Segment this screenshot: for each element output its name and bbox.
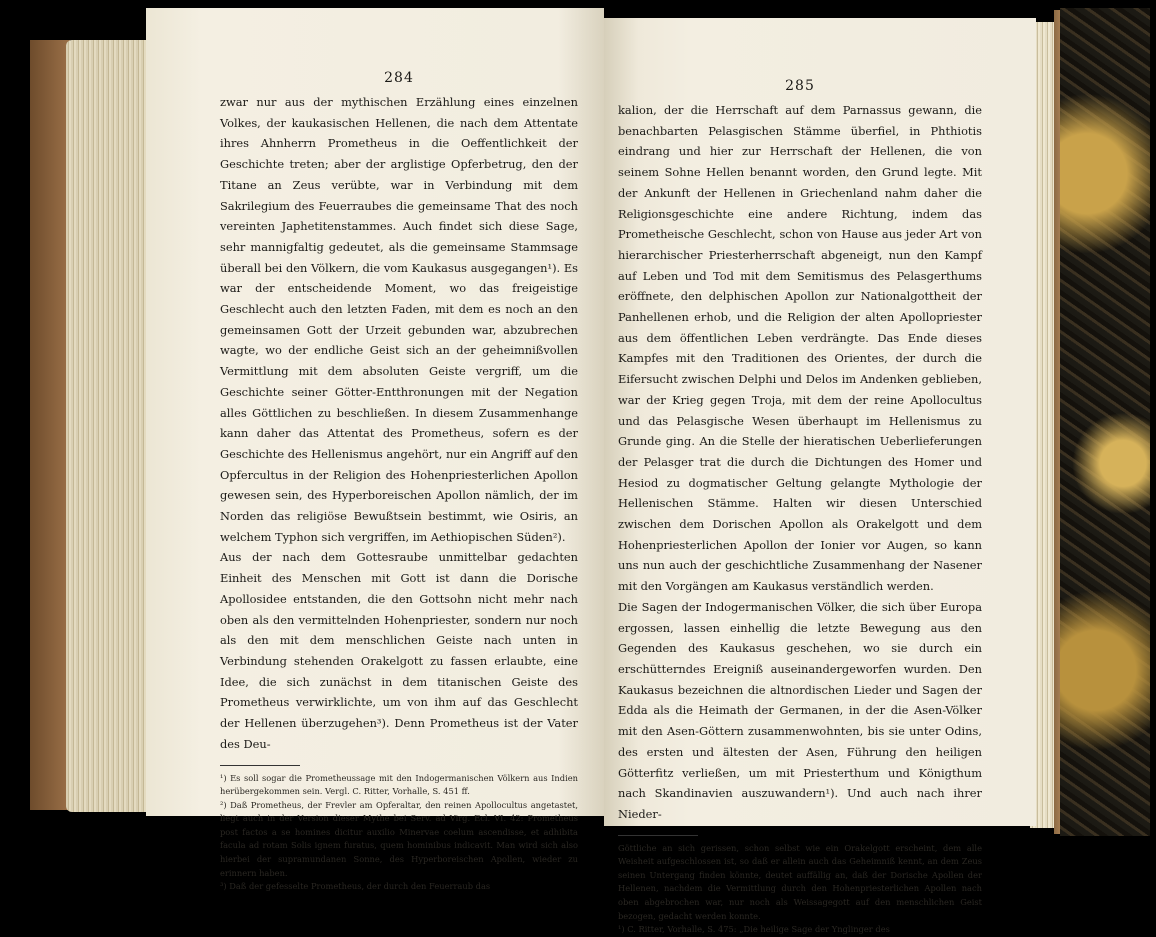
page-number-left: 284 — [384, 70, 414, 86]
right-page — [604, 18, 1036, 935]
left-page-body: zwar nur aus der mythischen Erzählung eines einzelnen Volkes, der kaukasischen Hellenen, die nach dem Attentate ihres Ahnherrn Prometheus in die Oeffentlichkeit der Geschichte treten; aber der arglistige Opferbetrug, den der Titane an Zeus verübte, war in Verbindung mit dem Sakrilegium des Feuerraubes die gemeinsame That des noch vereinten Japhetitenstammes. Auch findet sich diese Sage, sehr mannigfaltig gedeutet, als die gemeinsame Stammsage überall bei den Völkern, die vom Kaukasus ausgegangen¹). Es war der entscheidende Moment, wo das freigeistige Geschlecht auch den letzten Faden, mit dem es noch an den gemeinsamen Gott der Urzeit gebunden war, abzubrechen wagte, wo der endliche Geist sich an der geheimnißvollen Vermittlung mit dem absoluten Geiste vergriff, um die Geschichte seiner Götter-Entthronungen mit der Negation alles Göttlichen zu beschließen. In diesem Zusammenhange kann daher das Attentat des Prometheus, sofern es der Geschichte des Hellenismus angehört, nur ein Angriff auf den Opfercultus in der Religion des Hohenpriesterlichen Apollon gewesen sein, des Hyperboreischen Apollon nämlich, der im Norden das religiöse Bewußtsein bestimmt, wie Osiris, an welchem Typhon sich vergriffen, im Aethiopischen Süden²). Aus der nach dem Gottesraube unmittelbar gedachten Einheit des Menschen mit Gott ist dann die Dorische Apollosidee entstanden, die den Gottsohn nicht mehr nach oben als den vermittelnden Hohenpriester, sondern nur noch als den mit dem menschlichen Geiste nach unten in Verbindung stehenden Orakelgott zu fassen erlaubte, eine Idee, die sich zunächst in dem titanischen Geiste des Prometheus verwirklichte, um von ihm auf das Geschlecht der Hellenen überzugehen³). Denn Prometheus ist der Vater des Deu- — [220, 95, 579, 751]
footnote-divider-left — [220, 765, 300, 766]
right-page-body: kalion, der die Herrschaft auf dem Parnassus gewann, die benachbarten Pelasgischen Stämme überfiel, in Phthiotis eindrang und hier zur Herrschaft der Hellenen, die von seinem Sohne Hellen benannt worden, den Grund legte. Mit der Ankunft der Hellenen in Griechenland nahm daher die Religionsgeschichte eine andere Richtung, indem das Prometheische Geschlecht, schon von Hause aus jeder Art von hierarchischer Priesterherrschaft abgeneigt, nun den Kampf auf Leben und Tod mit dem Semitismus des Pelasgerthums eröffnete, den delphischen Apollon zur Nationalgottheit der Panhellenen erhob, und die Religion der alten Apollopriester aus dem öffentlichen Leben verdrängte. Das Ende dieses Kampfes mit den Traditionen des Orientes, der durch die Eifersucht zwischen Delphi und Delos im Andenken geblieben, war der Krieg gegen Troja, mit dem der reine Apollocultus und das Pelasgische Wesen überhaupt im Hellenismus zu Grunde ging. An die Stelle der hieratischen Ueberlieferungen der Pelasger trat die durch die Dichtungen des Homer und Hesiod zu dogmatischer Geltung gelangte Mythologie der Hellenischen Stämme. Halten wir diesen Unterschied zwischen dem Dorischen Apollon als Orakelgott und dem Hohenpriesterlichen Apollon der Ionier vor Augen, so kann uns nun auch der geschichtliche Zusammenhang der Nasener mit den Vorgängen am Kaukasus verständlich werden. Die Sagen der Indogermanischen Völker, die sich über Europa ergossen, lassen einhellig die letzte Bewegung aus den Gegenden des Kaukasus geschehen, wo sie durch ein erschütterndes Ereigniß auseinandergeworfen wurden. Den Kaukasus bezeichnen die altnordischen Lieder und Sagen der Edda als die Heimath der Germanen, in der die Asen-Völker mit den Asen-Göttern zusammenwohnten, bis sie unter Odins, des ersten und ältesten der Asen, Führung den heiligen Götterfitz verließen, um mit Priesterthum und Königthum nach Skandinavien auszuwandern¹). Und auch nach ihrer Nieder- — [618, 103, 982, 821]
right-page-footnotes: Göttliche an sich gerissen, schon selbst wie ein Orakelgott erscheint, dem alle Weisheit aufgeschlossen ist, so daß er allein auch das Geheimniß kennt, an dem Zeus seinen Untergang finden könnte, deutet auffällig an, daß der Dorische Apollen der Hellenen, nachdem die Vermittlung durch den Hohenpriesterlichen Apollen nach oben abgebrochen war, nur noch als Weissagegott auf den menschlichen Geist bezogen, gedacht werden konnte. ¹) C. Ritter, Vorhalle, S. 475: „Die heilige Sage der Ynglinger des — [618, 842, 982, 935]
book-cover-left — [30, 40, 70, 810]
page-edges-left — [66, 40, 148, 812]
marbled-cover-right — [1060, 8, 1150, 836]
left-page-footnotes: ¹) Es soll sogar die Prometheussage mit den Indogermanischen Völkern aus Indien herübergekommen sein. Vergl. C. Ritter, Vorhalle, S. 451 ff. ²) Daß Prometheus, der Frevler am Opferaltar, den reinen Apollocultus angetastet, liegt auch in der Version dieser Mythe bei Serv. ad Virg. Ecl. VI. 42: Prometheus post factos a se homines dicitur auxilio Minervae coelum ascendisse, et adhibita facula ad rotam Solis ignem furatus, quem hominibus indicavit. Man wird sich also hierbei der supramundanen Sonne, des Hyperboreischen Apollen, wieder zu erinnern haben. ³) Daß der gefesselte Prometheus, der durch den Feuerraub das — [220, 772, 578, 892]
page-number-right: 285 — [785, 78, 815, 94]
left-page — [146, 8, 604, 892]
footnote-divider-right — [618, 835, 698, 836]
